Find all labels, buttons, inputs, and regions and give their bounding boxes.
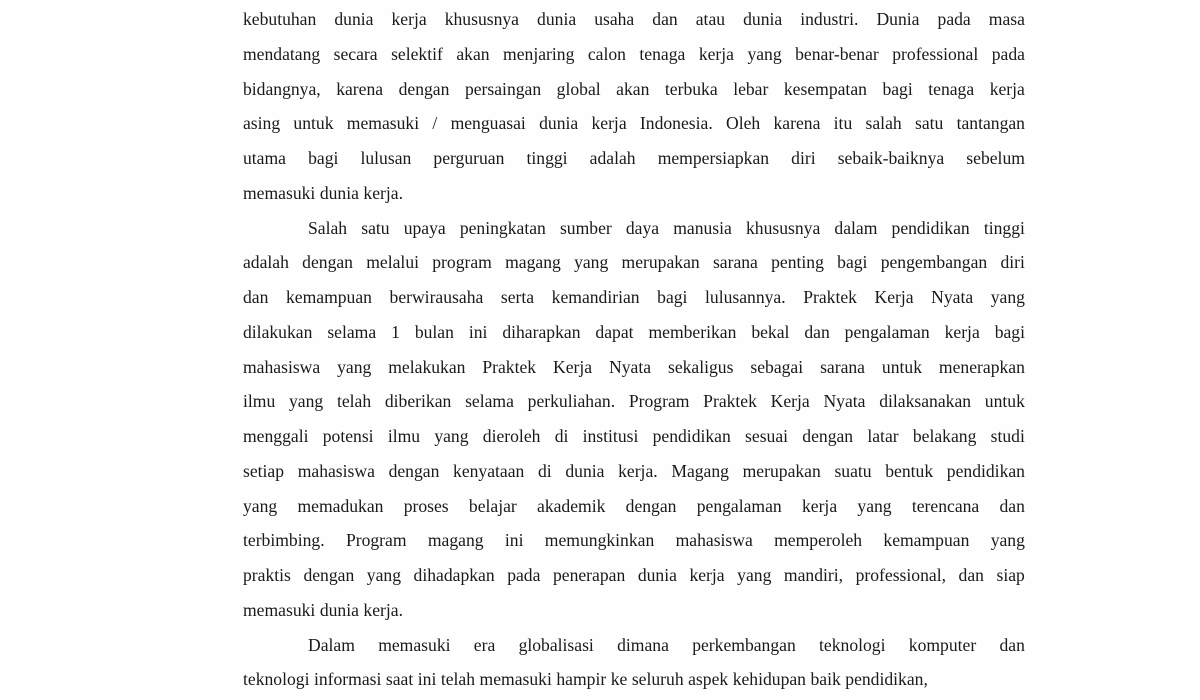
text-line [243,245,1025,280]
word: kerja. [363,182,403,203]
word: atau [695,9,726,29]
word: melakukan [388,356,466,377]
word: dunia [334,9,374,29]
word: dunia [537,9,577,29]
word: 1 [391,321,400,342]
word: karena [336,78,384,99]
word: ilmu [387,426,421,446]
word: magang [427,530,484,551]
word: pengembangan [880,252,988,273]
word: belakang [912,426,977,446]
word: khususnya [444,9,519,29]
word: studi [990,426,1025,446]
word: Magang [671,460,729,481]
word: masa [988,9,1025,29]
word: mahasiswa [243,356,321,377]
word: dengan [302,252,353,273]
word: asing [243,113,281,134]
word: pendidikan, [845,669,928,690]
word: globalisasi [518,634,594,655]
word: perguruan [433,148,505,168]
word: satu [914,113,944,134]
word: sebagai [750,356,804,377]
word: merupakan [621,252,700,273]
word: sebelum [966,148,1025,168]
word: dimana [617,634,669,655]
word: kemampuan [883,530,970,551]
word: kesempatan [783,78,867,99]
word: lulusan [360,148,412,168]
word: akan [456,43,490,64]
word: dunia [319,182,359,203]
word: dan [958,565,984,585]
word: yang [434,426,469,446]
word: untuk [984,391,1025,412]
text-line [243,315,1025,350]
text-line [243,454,1025,489]
word: serta [500,287,535,307]
word: komputer [908,634,977,655]
word: upaya [403,217,446,238]
word: Kerja [874,287,914,307]
word: dilaksanakan [879,391,972,412]
word: telah [440,669,476,690]
word: di [554,426,569,446]
word: usaha [594,9,635,29]
word: menjaring [503,43,575,64]
word: akan [616,78,650,99]
word: seluruh [631,669,684,690]
word: salah [865,113,902,134]
word: bentuk [885,460,934,481]
word: kerja [989,78,1025,99]
text-line [243,384,1025,419]
word: institusi [582,426,639,446]
word: menerapkan [938,356,1025,377]
word: lebar [733,78,769,99]
word: ilmu [243,391,276,412]
word: pendidikan [891,217,970,238]
word: ini [504,530,524,551]
word: perkembangan [692,634,796,655]
word: dunia [637,565,677,585]
word: / [432,113,438,134]
word: memasuki [243,599,316,620]
text-line [243,558,1025,593]
word: kerja. [618,460,658,481]
word: merupakan [742,460,821,481]
word: sarana [820,356,865,377]
word: kemandirian [551,287,640,307]
word: professional [892,43,979,64]
word: kerja. [363,599,403,620]
word: yang [990,287,1025,307]
word: sesuai [745,426,789,446]
word: professional, [855,565,946,585]
word: utama [243,148,286,168]
word: dengan [388,460,440,481]
word: dihadapkan [413,565,495,585]
word: secara [333,43,378,64]
word: yang [747,43,782,64]
paragraph [243,628,1025,698]
word: kerja [689,565,725,585]
word: calon [587,43,626,64]
word: kerja [698,43,734,64]
word: terencana [911,495,980,516]
word: khususnya [745,217,821,238]
word: potensi [322,426,374,446]
word: Praktek [803,287,857,307]
word: adalah [243,252,289,273]
word: pendidikan [652,426,731,446]
word: proses [403,495,449,516]
text-line [243,628,1025,663]
text-line [243,523,1025,558]
word: dunia [743,9,783,29]
word: bidangnya, [243,78,321,99]
word: pengalaman [844,321,930,342]
word: memasuki [243,182,316,203]
word: sekaligus [667,356,734,377]
word: memasuki [346,113,420,134]
word: tinggi [983,217,1025,238]
word: aspek [688,669,729,690]
word: yang [289,391,324,412]
text-line [243,106,1025,141]
word: kehidupan [732,669,806,690]
word: Praktek [482,356,537,377]
word: selama [327,321,377,342]
word: siap [996,565,1025,585]
word: dengan [802,426,854,446]
word: Nyata [609,356,652,377]
word: Indonesia. [639,113,713,134]
word: dilakukan [243,321,313,342]
text-line [243,141,1025,176]
word: diri [791,148,816,168]
word: kemampuan [285,287,372,307]
word: diharapkan [502,321,581,342]
word: persaingan [464,78,542,99]
word: pada [991,43,1025,64]
word: bagi [657,287,688,307]
word: Dunia [876,9,920,29]
word: saat [385,669,414,690]
word: sebaik-baiknya [837,148,945,168]
paragraph [243,211,1025,628]
word: mahasiswa [297,460,375,481]
word: bekal [751,321,790,342]
word: menguasai [450,113,526,134]
word: ini [417,669,437,690]
word: bagi [308,148,339,168]
word: dunia [565,460,605,481]
word: selektif [391,43,443,64]
word: Oleh [726,113,761,134]
word: teknologi [819,634,886,655]
word: benar-benar [795,43,879,64]
word: untuk [881,356,922,377]
word: dan [243,287,269,307]
word: kerja [591,113,627,134]
document-body-text [243,2,1025,697]
word: memperoleh [774,530,863,551]
word: yang [366,565,401,585]
word: tinggi [526,148,568,168]
word: memungkinkan [544,530,655,551]
word: pendidikan [946,460,1025,481]
word: yang [737,565,772,585]
word: lulusannya. [705,287,786,307]
word: dengan [303,565,355,585]
word: Kerja [770,391,810,412]
text-line [243,662,1025,697]
word: memadukan [297,495,384,516]
word: telah [336,391,372,412]
word: memasuki [479,669,552,690]
word: karena [773,113,821,134]
text-line [243,72,1025,107]
word: terbimbing. [243,530,325,551]
word: dieroleh [482,426,541,446]
word: industri. [800,9,859,29]
word: diberikan [384,391,452,412]
word: mahasiswa [675,530,753,551]
text-line [243,176,1025,211]
word: menggali [243,426,309,446]
text-line [243,350,1025,385]
word: peningkatan [459,217,546,238]
text-line [243,2,1025,37]
word: mempersiapkan [657,148,770,168]
word: bagi [837,252,868,273]
word: latar [867,426,899,446]
word: yang [337,356,372,377]
word: itu [833,113,853,134]
word: Salah [308,217,348,238]
word: yang [857,495,892,516]
word: tenaga [639,43,686,64]
word: daya [625,217,660,238]
word: Dalam [308,634,355,655]
word: dunia [539,113,579,134]
text-line [243,211,1025,246]
word: perkuliahan. [527,391,616,412]
word: memasuki [378,634,451,655]
word: suatu [834,460,872,481]
word: penerapan [552,565,626,585]
word: setiap [243,460,285,481]
word: kebutuhan [243,9,317,29]
word: ke [610,669,628,690]
word: melalui [366,252,419,273]
word: selama [465,391,514,412]
word: kerja [391,9,427,29]
word: sumber [559,217,612,238]
word: Praktek [703,391,757,412]
text-line [243,593,1025,628]
word: magang [505,252,561,273]
word: bagi [882,78,913,99]
word: program [432,252,492,273]
word: pada [937,9,971,29]
word: dan [652,9,678,29]
word: dunia [319,599,359,620]
word: dapat [595,321,634,342]
word: untuk [293,113,334,134]
text-line [243,489,1025,524]
paragraph [243,2,1025,211]
word: kenyataan [453,460,525,481]
word: diri [1000,252,1025,273]
word: informasi [313,669,382,690]
word: dan [804,321,830,342]
text-line [243,280,1025,315]
word: dengan [398,78,450,99]
word: dengan [625,495,677,516]
word: global [556,78,601,99]
word: satu [361,217,390,238]
word: adalah [589,148,636,168]
word: mandiri, [783,565,844,585]
word: mendatang [243,43,321,64]
word: Nyata [823,391,866,412]
word: belajar [468,495,517,516]
word: era [473,634,496,655]
word: teknologi [243,669,310,690]
word: berwirausaha [389,287,484,307]
word: bulan [414,321,454,342]
word: terbuka [664,78,718,99]
word: yang [243,495,278,516]
word: sarana [712,252,758,273]
word: di [538,460,552,481]
word: Program [628,391,690,412]
word: pengalaman [696,495,782,516]
word: dalam [834,217,878,238]
word: Kerja [553,356,593,377]
word: yang [574,252,609,273]
word: Program [345,530,407,551]
word: akademik [537,495,606,516]
word: bagi [994,321,1025,342]
word: tantangan [956,113,1025,134]
word: penting [771,252,824,273]
word: tenaga [928,78,975,99]
text-line [243,37,1025,72]
word: manusia [673,217,732,238]
word: praktis [243,565,291,585]
text-line [243,419,1025,454]
word: pada [507,565,541,585]
word: dan [999,495,1025,516]
word: ini [468,321,488,342]
word: Nyata [931,287,974,307]
word: memberikan [648,321,737,342]
word: baik [810,669,841,690]
word: kerja [801,495,838,516]
word: kerja [944,321,980,342]
word: dan [999,634,1025,655]
word: yang [990,530,1025,551]
word: hampir [556,669,607,690]
